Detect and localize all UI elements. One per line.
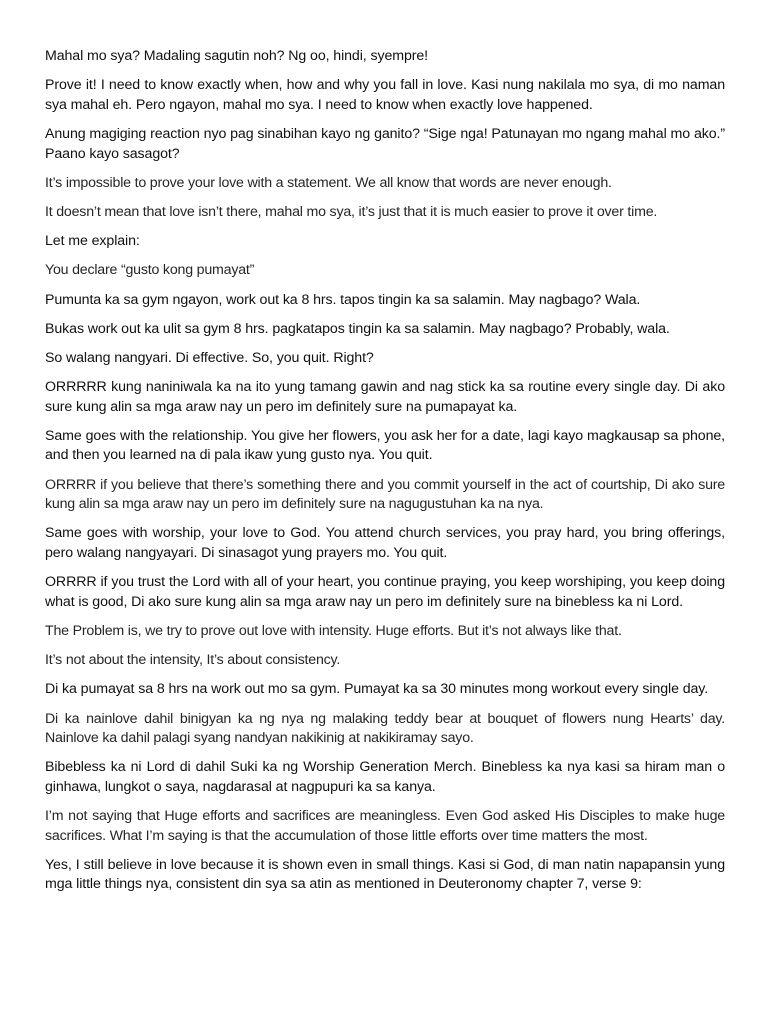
paragraph-4: It’s impossible to prove your love with a statement. We all know that words are never enough. bbox=[45, 174, 612, 191]
paragraph-14: Same goes with worship, your love to God. You attend church services, you pray hard, you bring offerings, pero walang nangyayari. Di sinasagot yung prayers mo. You quit. bbox=[45, 525, 725, 561]
paragraph-17: It’s not about the intensity, It’s about consistency. bbox=[45, 652, 341, 669]
paragraph-22: Yes, I still believe in love because it is shown even in small things. Kasi si God, di man natin napapansin yung mga little things nya, consistent din sya sa atin as mentioned in Deuteronomy chapter 7, verse 9: bbox=[45, 856, 725, 893]
paragraph-21: I’m not saying that Huge efforts and sacrifices are meaningless. Even God asked His Disciples to make huge sacrifices. What I’m saying is that the accumulation of those little efforts over time matters the most. bbox=[45, 808, 725, 844]
paragraph-20: Bibebless ka ni Lord di dahil Suki ka ng Worship Generation Merch. Binebless ka nya kasi sa hiram man o ginhawa, lungkot o saya, nagdarasal at nagpupuri ka sa kanya. bbox=[45, 759, 725, 795]
paragraph-2: Prove it! I need to know exactly when, how and why you fall in love. Kasi nung nakilala mo sya, di mo naman sya mahal eh. Pero ngayon, mahal mo sya. I need to know when exactly love happened. bbox=[45, 77, 725, 113]
paragraph-9: Bukas work out ka ulit sa gym 8 hrs. pagkatapos tingin ka sa salamin. May nagbago? Probably, wala. bbox=[45, 320, 670, 337]
paragraph-16: The Problem is, we try to prove out love with intensity. Huge efforts. But it’s not always like that. bbox=[45, 622, 622, 639]
paragraph-6: Let me explain: bbox=[45, 233, 140, 250]
paragraph-13: ORRRR if you believe that there’s something there and you commit yourself in the act of courtship, Di ako sure kung alin sa mga araw nay un pero im definitely sure na nagugustuhan ka na nya. bbox=[45, 476, 725, 513]
paragraph-1: Mahal mo sya? Madaling sagutin noh? Ng oo, hindi, syempre! bbox=[45, 48, 428, 64]
paragraph-19: Di ka nainlove dahil binigyan ka ng nya ng malaking teddy bear at bouquet of flowers nung Hearts’ day. Nainlove ka dahil palagi syang nandyan nakikinig at nakikiramay sayo. bbox=[45, 710, 725, 747]
paragraph-15: ORRRR if you trust the Lord with all of your heart, you continue praying, you keep worshiping, you keep doing what is good, Di ako sure kung alin sa mga araw nay un pero im definitely sure na binebless ka ni Lord. bbox=[45, 574, 725, 610]
paragraph-18: Di ka pumayat sa 8 hrs na work out mo sa gym. Pumayat ka sa 30 minutes mong workout every single day. bbox=[45, 681, 709, 698]
paragraph-5: It doesn’t mean that love isn’t there, mahal mo sya, it’s just that it is much easier to prove it over time. bbox=[45, 203, 658, 220]
paragraph-3: Anung magiging reaction nyo pag sinabihan kayo ng ganito? “Sige nga! Patunayan mo ngang mahal mo ako.” Paano kayo sasagot? bbox=[45, 125, 725, 162]
paragraph-10: So walang nangyari. Di effective. So, you quit. Right? bbox=[45, 349, 374, 366]
paragraph-8: Pumunta ka sa gym ngayon, work out ka 8 hrs. tapos tingin ka sa salamin. May nagbago? Wala. bbox=[45, 291, 641, 308]
paragraph-11: ORRRRR kung naniniwala ka na ito yung tamang gawin and nag stick ka sa routine every single day. Di ako sure kung alin sa mga araw nay un pero im definitely sure na pumapayat ka. bbox=[45, 379, 725, 415]
paragraph-7: You declare “gusto kong pumayat” bbox=[45, 262, 255, 279]
paragraph-12: Same goes with the relationship. You give her flowers, you ask her for a date, lagi kayo magkausap sa phone, and then you learned na di pala ikaw yung gusto nya. You quit. bbox=[45, 427, 725, 464]
document-page bbox=[45, 47, 725, 895]
